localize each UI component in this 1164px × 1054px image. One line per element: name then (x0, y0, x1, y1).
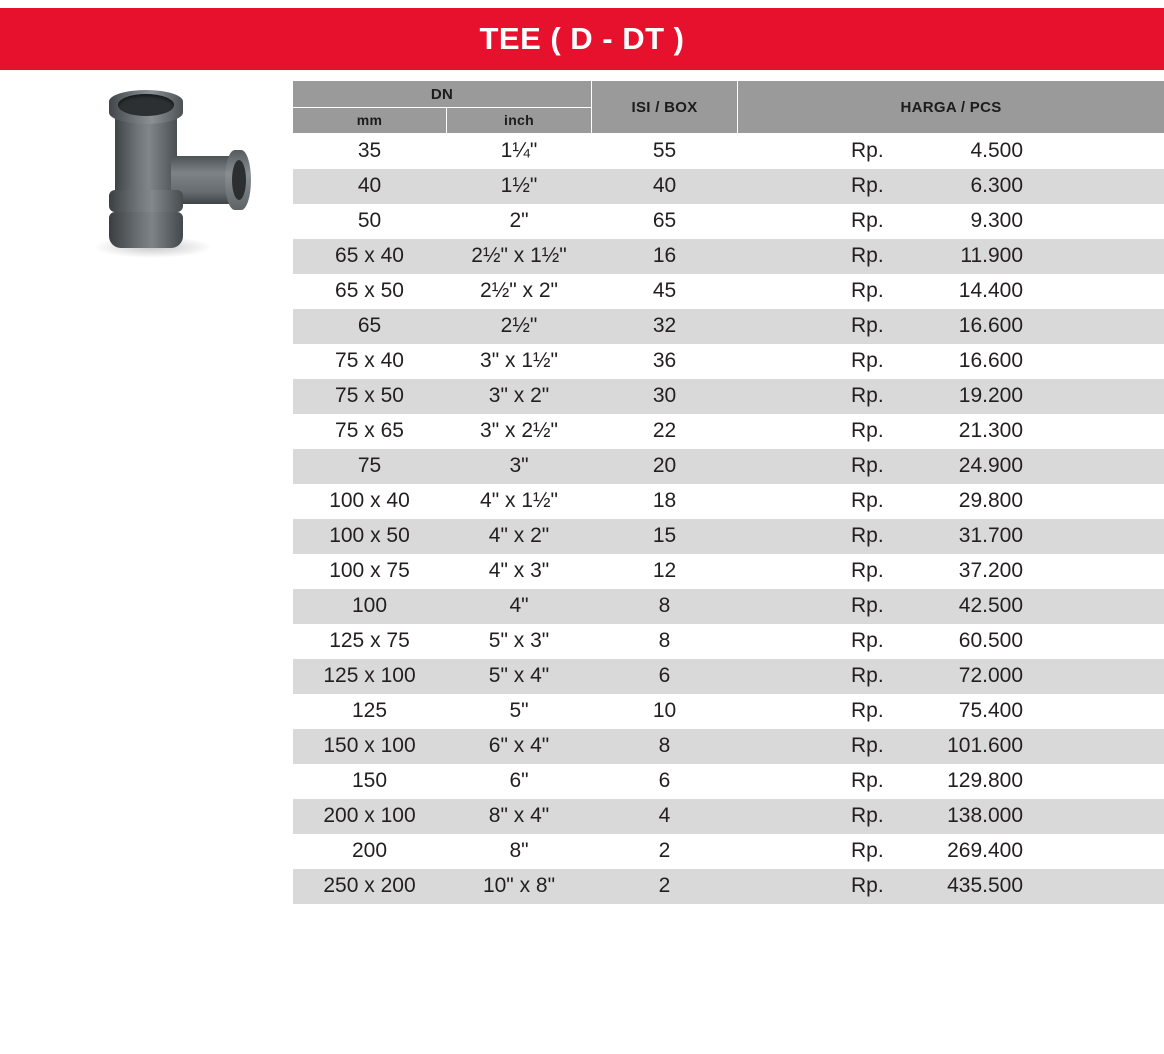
cell-dn-inch: 8" x 4" (447, 799, 592, 834)
table-row (293, 414, 1164, 449)
price-table-container (292, 80, 1164, 904)
cell-harga-pcs (738, 414, 1164, 449)
cell-dn-mm: 100 x 75 (293, 554, 447, 589)
cell-dn-mm: 100 x 40 (293, 484, 447, 519)
cell-isi-box: 10 (592, 694, 738, 729)
price-value (851, 279, 1051, 303)
currency-label: Rp. (851, 664, 884, 687)
cell-dn-mm: 75 x 40 (293, 344, 447, 379)
tee-mid-collar (109, 190, 183, 212)
cell-dn-inch: 10" x 8" (447, 869, 592, 904)
price-amount: 29.800 (958, 489, 1024, 512)
cell-isi-box: 4 (592, 799, 738, 834)
cell-isi-box: 2 (592, 869, 738, 904)
cell-dn-inch: 3" x 2½" (447, 414, 592, 449)
cell-isi-box: 20 (592, 449, 738, 484)
currency-label: Rp. (851, 629, 884, 652)
currency-label: Rp. (851, 279, 884, 302)
table-row (293, 309, 1164, 344)
price-value (851, 489, 1051, 513)
cell-dn-mm: 40 (293, 169, 447, 204)
cell-dn-inch: 4" (447, 589, 592, 624)
cell-dn-mm: 125 x 100 (293, 659, 447, 694)
table-row (293, 589, 1164, 624)
cell-harga-pcs (738, 344, 1164, 379)
cell-harga-pcs (738, 449, 1164, 484)
tee-bottom-collar (109, 212, 183, 248)
price-value (851, 734, 1051, 758)
table-row (293, 554, 1164, 589)
currency-label: Rp. (851, 419, 884, 442)
price-amount: 435.500 (947, 874, 1024, 897)
price-amount: 16.600 (958, 314, 1024, 337)
price-amount: 16.600 (958, 349, 1024, 372)
cell-dn-inch: 8" (447, 834, 592, 869)
cell-dn-inch: 6" x 4" (447, 729, 592, 764)
tee-fitting-illustration (85, 84, 255, 264)
price-value (851, 244, 1051, 268)
cell-isi-box: 6 (592, 659, 738, 694)
table-row (293, 204, 1164, 239)
cell-isi-box: 65 (592, 204, 738, 239)
cell-harga-pcs (738, 519, 1164, 554)
cell-harga-pcs (738, 869, 1164, 904)
price-amount: 138.000 (947, 804, 1024, 827)
table-row (293, 344, 1164, 379)
price-value (851, 664, 1051, 688)
cell-dn-mm: 100 (293, 589, 447, 624)
price-value (851, 314, 1051, 338)
cell-dn-mm: 75 (293, 449, 447, 484)
cell-isi-box: 55 (592, 134, 738, 170)
cell-isi-box: 8 (592, 624, 738, 659)
price-amount: 60.500 (958, 629, 1024, 652)
price-amount: 11.900 (960, 244, 1024, 267)
cell-harga-pcs (738, 694, 1164, 729)
price-amount: 42.500 (958, 594, 1024, 617)
cell-isi-box: 8 (592, 589, 738, 624)
cell-dn-inch: 4" x 1½" (447, 484, 592, 519)
price-amount: 19.200 (958, 384, 1024, 407)
price-amount: 31.700 (958, 524, 1024, 547)
cell-dn-inch: 2½" x 1½" (447, 239, 592, 274)
price-amount: 129.800 (947, 769, 1024, 792)
price-amount: 269.400 (947, 839, 1024, 862)
cell-dn-inch: 5" (447, 694, 592, 729)
currency-label: Rp. (851, 244, 884, 267)
table-row (293, 869, 1164, 904)
cell-harga-pcs (738, 834, 1164, 869)
price-amount: 24.900 (958, 454, 1024, 477)
cell-isi-box: 15 (592, 519, 738, 554)
currency-label: Rp. (851, 734, 884, 757)
cell-isi-box: 22 (592, 414, 738, 449)
cell-dn-inch: 2½" x 2" (447, 274, 592, 309)
cell-harga-pcs (738, 309, 1164, 344)
price-amount: 101.600 (947, 734, 1024, 757)
cell-harga-pcs (738, 799, 1164, 834)
table-row (293, 169, 1164, 204)
cell-harga-pcs (738, 134, 1164, 170)
price-amount: 4.500 (970, 139, 1024, 162)
tee-branch-opening (232, 160, 246, 200)
currency-label: Rp. (851, 139, 884, 162)
cell-dn-mm: 65 (293, 309, 447, 344)
cell-dn-mm: 75 x 65 (293, 414, 447, 449)
cell-isi-box: 2 (592, 834, 738, 869)
price-value (851, 139, 1051, 163)
table-header (293, 81, 1164, 134)
column-header-mm: mm (293, 108, 447, 134)
table-row (293, 449, 1164, 484)
price-amount: 37.200 (958, 559, 1024, 582)
column-header-inch: inch (447, 108, 592, 134)
price-value (851, 629, 1051, 653)
cell-dn-inch: 2" (447, 204, 592, 239)
cell-isi-box: 18 (592, 484, 738, 519)
table-row (293, 484, 1164, 519)
cell-isi-box: 45 (592, 274, 738, 309)
cell-isi-box: 40 (592, 169, 738, 204)
cell-dn-inch: 4" x 3" (447, 554, 592, 589)
cell-harga-pcs (738, 484, 1164, 519)
table-row (293, 764, 1164, 799)
table-header-row-top (293, 81, 1164, 108)
cell-isi-box: 30 (592, 379, 738, 414)
currency-label: Rp. (851, 594, 884, 617)
price-value (851, 874, 1051, 898)
cell-dn-inch: 3" (447, 449, 592, 484)
currency-label: Rp. (851, 314, 884, 337)
currency-label: Rp. (851, 769, 884, 792)
table-row (293, 799, 1164, 834)
currency-label: Rp. (851, 454, 884, 477)
column-header-dn: DN (293, 81, 592, 108)
table-row (293, 239, 1164, 274)
price-amount: 21.300 (958, 419, 1024, 442)
currency-label: Rp. (851, 804, 884, 827)
price-value (851, 594, 1051, 618)
cell-harga-pcs (738, 764, 1164, 799)
currency-label: Rp. (851, 384, 884, 407)
price-amount: 72.000 (958, 664, 1024, 687)
price-value (851, 349, 1051, 373)
cell-dn-mm: 65 x 50 (293, 274, 447, 309)
cell-harga-pcs (738, 624, 1164, 659)
price-value (851, 419, 1051, 443)
cell-isi-box: 16 (592, 239, 738, 274)
currency-label: Rp. (851, 524, 884, 547)
cell-harga-pcs (738, 379, 1164, 414)
table-row (293, 624, 1164, 659)
price-value (851, 384, 1051, 408)
price-value (851, 804, 1051, 828)
cell-dn-mm: 75 x 50 (293, 379, 447, 414)
table-row (293, 519, 1164, 554)
cell-harga-pcs (738, 659, 1164, 694)
currency-label: Rp. (851, 559, 884, 582)
price-amount: 9.300 (970, 209, 1024, 232)
cell-dn-mm: 200 (293, 834, 447, 869)
title-bar (0, 8, 1164, 70)
cell-dn-inch: 2½" (447, 309, 592, 344)
cell-dn-mm: 100 x 50 (293, 519, 447, 554)
tee-top-opening (118, 94, 174, 116)
table-row (293, 379, 1164, 414)
cell-harga-pcs (738, 239, 1164, 274)
cell-dn-inch: 3" x 1½" (447, 344, 592, 379)
cell-dn-inch: 1½" (447, 169, 592, 204)
cell-isi-box: 6 (592, 764, 738, 799)
cell-harga-pcs (738, 204, 1164, 239)
cell-isi-box: 36 (592, 344, 738, 379)
price-amount: 6.300 (970, 174, 1024, 197)
table-row (293, 659, 1164, 694)
column-header-harga-pcs: HARGA / PCS (738, 81, 1164, 134)
column-header-isi-box: ISI / BOX (592, 81, 738, 134)
cell-dn-inch: 1¼" (447, 134, 592, 170)
cell-dn-inch: 5" x 4" (447, 659, 592, 694)
price-value (851, 174, 1051, 198)
table-row (293, 834, 1164, 869)
cell-dn-inch: 5" x 3" (447, 624, 592, 659)
currency-label: Rp. (851, 174, 884, 197)
cell-isi-box: 8 (592, 729, 738, 764)
cell-harga-pcs (738, 274, 1164, 309)
price-value (851, 769, 1051, 793)
cell-isi-box: 32 (592, 309, 738, 344)
cell-dn-mm: 35 (293, 134, 447, 170)
cell-harga-pcs (738, 169, 1164, 204)
currency-label: Rp. (851, 349, 884, 372)
table-body (293, 134, 1164, 905)
cell-dn-mm: 150 x 100 (293, 729, 447, 764)
price-value (851, 559, 1051, 583)
cell-harga-pcs (738, 554, 1164, 589)
price-value (851, 699, 1051, 723)
cell-dn-mm: 125 x 75 (293, 624, 447, 659)
price-value (851, 524, 1051, 548)
table-row (293, 134, 1164, 170)
cell-isi-box: 12 (592, 554, 738, 589)
cell-dn-mm: 65 x 40 (293, 239, 447, 274)
currency-label: Rp. (851, 874, 884, 897)
cell-dn-inch: 3" x 2" (447, 379, 592, 414)
cell-dn-mm: 250 x 200 (293, 869, 447, 904)
currency-label: Rp. (851, 209, 884, 232)
cell-dn-mm: 200 x 100 (293, 799, 447, 834)
price-value (851, 454, 1051, 478)
currency-label: Rp. (851, 839, 884, 862)
price-amount: 75.400 (958, 699, 1024, 722)
cell-dn-mm: 150 (293, 764, 447, 799)
price-table (292, 80, 1164, 904)
cell-dn-mm: 50 (293, 204, 447, 239)
table-row (293, 729, 1164, 764)
cell-dn-inch: 6" (447, 764, 592, 799)
currency-label: Rp. (851, 489, 884, 512)
table-row (293, 274, 1164, 309)
page-title: TEE ( D - DT ) (479, 21, 685, 56)
cell-dn-mm: 125 (293, 694, 447, 729)
product-image (55, 80, 270, 270)
price-value (851, 209, 1051, 233)
table-row (293, 694, 1164, 729)
currency-label: Rp. (851, 699, 884, 722)
cell-harga-pcs (738, 729, 1164, 764)
cell-dn-inch: 4" x 2" (447, 519, 592, 554)
price-amount: 14.400 (958, 279, 1024, 302)
price-value (851, 839, 1051, 863)
cell-harga-pcs (738, 589, 1164, 624)
